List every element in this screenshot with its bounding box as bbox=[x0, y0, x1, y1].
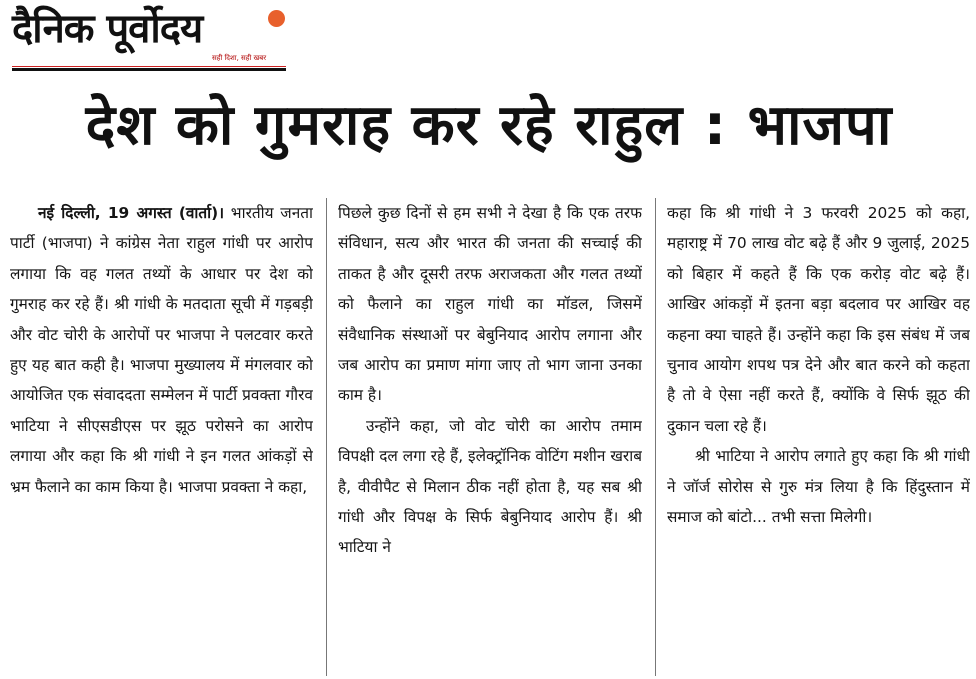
article-headline: देश को गुमराह कर रहे राहुल : भाजपा bbox=[85, 93, 893, 158]
column-divider bbox=[326, 198, 327, 676]
article-column-1 bbox=[10, 198, 313, 676]
column-divider bbox=[655, 198, 656, 676]
article-body bbox=[10, 198, 970, 676]
article-column-2 bbox=[338, 198, 642, 676]
column-2-paragraph-2: उन्होंने कहा, जो वोट चोरी का आरोप तमाम विपक्षी दल लगा रहे हैं, इलेक्ट्रॉनिक वोटिंग मशीन खराब है, वीवीपैट से मिलान ठीक नहीं होता है, यह सब श्री गांधी और विपक्ष के सिर्फ बेबुनियाद आरोप हैं। श्री भाटिया ने bbox=[338, 416, 642, 557]
column-1-text: भारतीय जनता पार्टी (भाजपा) ने कांग्रेस नेता राहुल गांधी पर आरोप लगाया कि वह गलत तथ्यों के आधार पर देश को गुमराह कर रहे हैं। श्री गांधी के मतदाता सूची में गड़बड़ी और वोट चोरी के आरोपों पर भाजपा ने पलटवार करते हुए यह बात कही है। भाजपा मुख्यालय में मंगलवार को आयोजित एक संवाददता सम्मेलन में पार्टी प्रवक्ता गौरव भाटिया ने सीएसडीएस पर झूठ परोसने का आरोप लगाया और कहा कि श्री गांधी ने इन गलत आंकड़ों से भ्रम फैलाने का काम किया है। भाजपा प्रवक्ता ने कहा, bbox=[10, 204, 313, 496]
masthead-red-rule bbox=[12, 66, 286, 67]
newspaper-logo-title: दैनिक पूर्वोदय bbox=[12, 6, 203, 52]
masthead-rule bbox=[12, 68, 286, 71]
masthead bbox=[12, 4, 288, 72]
column-3-paragraph-2: श्री भाटिया ने आरोप लगाते हुए कहा कि श्री गांधी ने जॉर्ज सोरोस से गुरु मंत्र लिया है कि हिंदुस्तान में समाज को बांटो... तभी सत्ता मिलेगी। bbox=[667, 447, 970, 527]
logo-accent-dot bbox=[268, 10, 285, 27]
dateline: नई दिल्ली, 19 अगस्त (वार्ता)। bbox=[38, 204, 225, 222]
tagline: सही दिशा, सही खबर bbox=[212, 54, 267, 62]
column-3-paragraph-1: कहा कि श्री गांधी ने 3 फरवरी 2025 को कहा, महाराष्ट्र में 70 लाख वोट बढ़े हैं और 9 जुलाई, 2025 को बिहार में कहते हैं कि एक करोड़ वोट बढ़े हैं। आखिर आंकड़ों में इतना बड़ा बदलाव पर आखिर वह कहना क्या चाहते हैं। उन्होंने कहा कि इस संबंध में जब चुनाव आयोग शपथ पत्र देने और बात करने को कहता है तो वे ऐसा नहीं करते हैं, क्योंकि वे सिर्फ झूठ की दुकान चला रहे हैं। bbox=[667, 204, 970, 435]
column-1-paragraph bbox=[10, 198, 313, 502]
article-column-3 bbox=[667, 198, 970, 676]
column-2-paragraph-1: पिछले कुछ दिनों से हम सभी ने देखा है कि एक तरफ संविधान, सत्य और भारत की जनता की सच्चाई की ताकत है और दूसरी तरफ अराजकता और गलत तथ्यों को फैलाने का राहुल गांधी का मॉडल, जिसमें संवैधानिक संस्थाओं पर बेबुनियाद आरोप लगाना और जब आरोप का प्रमाण मांगा जाए तो भाग जाना उनका काम है। bbox=[338, 204, 642, 405]
